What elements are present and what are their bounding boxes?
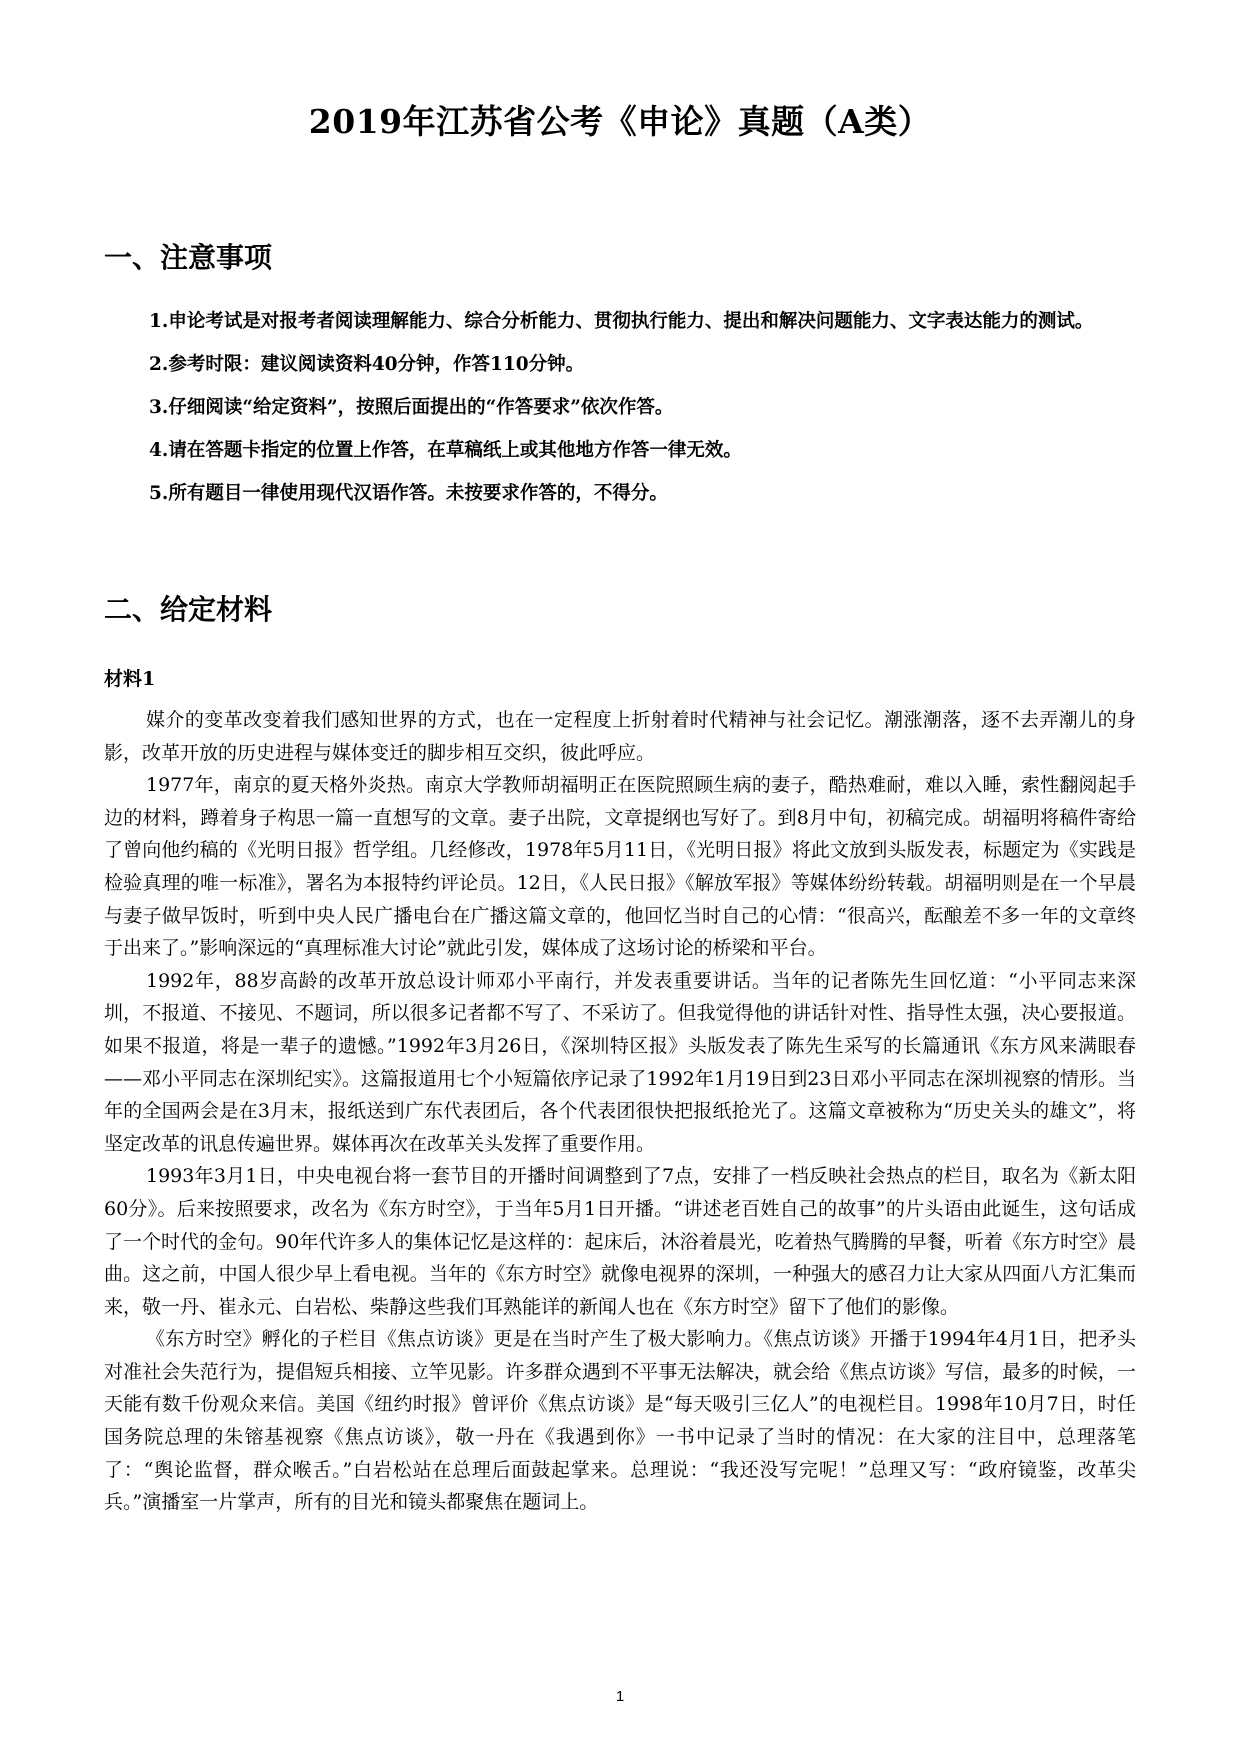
- page-number: 1: [615, 1688, 625, 1705]
- section-heading-notes: 一、注意事项: [104, 241, 273, 274]
- note-item: 1.申论考试是对报考者阅读理解能力、综合分析能力、贯彻执行能力、提出和解决问题能力、文字表达能力的测试。: [149, 311, 1094, 332]
- note-item: 3.仔细阅读“给定资料”，按照后面提出的“作答要求”依次作答。: [149, 397, 674, 418]
- notes-list: [104, 300, 1136, 515]
- section-heading-materials: 二、给定材料: [104, 593, 273, 626]
- material-paragraph: 《东方时空》孵化的子栏目《焦点访谈》更是在当时产生了极大影响力。《焦点访谈》开播于1994年4月1日，把矛头对准社会失范行为，提倡短兵相接、立竿见影。许多群众遇到不平事无法解决，就会给《焦点访谈》写信，最多的时候，一天能有数千份观众来信。美国《纽约时报》曾评价《焦点访谈》是“每天吸引三亿人”的电视栏目。1998年10月7日，时任国务院总理的朱镕基视察《焦点访谈》，敬一丹在《我遇到你》一书中记录了当时的情况：在大家的注目中，总理落笔了：“舆论监督，群众喉舌。”白岩松站在总理后面鼓起掌来。总理说：“我还没写完呢！”总理又写：“政府镜鉴，改革尖兵。”演播室一片掌声，所有的目光和镜头都聚焦在题词上。: [104, 1328, 1136, 1514]
- document-title: 2019年江苏省公考《申论》真题（A类）: [308, 102, 932, 141]
- material-body: [104, 704, 1136, 1519]
- note-item: 4.请在答题卡指定的位置上作答，在草稿纸上或其他地方作答一律无效。: [149, 440, 742, 461]
- material-paragraph: 1977年，南京的夏天格外炎热。南京大学教师胡福明正在医院照顾生病的妻子，酷热难耐，难以入睡，索性翻阅起手边的材料，蹲着身子构思一篇一直想写的文章。妻子出院，文章提纲也写好了。到8月中旬，初稿完成。胡福明将稿件寄给了曾向他约稿的《光明日报》哲学组。几经修改，1978年5月11日，《光明日报》将此文放到头版发表，标题定为《实践是检验真理的唯一标准》，署名为本报特约评论员。12日，《人民日报》《解放军报》等媒体纷纷转载。胡福明则是在一个早晨与妻子做早饭时，听到中央人民广播电台在广播这篇文章的，他回忆当时自己的心情：“很高兴，酝酿差不多一年的文章终于出来了。”影响深远的“真理标准大讨论”就此引发，媒体成了这场讨论的桥梁和平台。: [104, 774, 1136, 960]
- material-label: 材料1: [104, 668, 156, 690]
- note-item: 2.参考时限：建议阅读资料40分钟，作答110分钟。: [149, 354, 585, 375]
- material-paragraph: 1993年3月1日，中央电视台将一套节目的开播时间调整到了7点，安排了一档反映社会热点的栏目，取名为《新太阳60分》。后来按照要求，改名为《东方时空》，于当年5月1日开播。“讲述老百姓自己的故事”的片头语由此诞生，这句话成了一个时代的金句。90年代许多人的集体记忆是这样的：起床后，沐浴着晨光，吃着热气腾腾的早餐，听着《东方时空》晨曲。这之前，中国人很少早上看电视。当年的《东方时空》就像电视界的深圳，一种强大的感召力让大家从四面八方汇集而来，敬一丹、崔永元、白岩松、柴静这些我们耳熟能详的新闻人也在《东方时空》留下了他们的影像。: [104, 1165, 1136, 1318]
- note-item: 5.所有题目一律使用现代汉语作答。未按要求作答的，不得分。: [149, 483, 668, 504]
- material-paragraph: 1992年，88岁高龄的改革开放总设计师邓小平南行，并发表重要讲话。当年的记者陈先生回忆道：“小平同志来深圳，不报道、不接见、不题词，所以很多记者都不写了、不采访了。但我觉得他的讲话针对性、指导性太强，决心要报道。如果不报道，将是一辈子的遗憾。”1992年3月26日，《深圳特区报》头版发表了陈先生采写的长篇通讯《东方风来满眼春——邓小平同志在深圳纪实》。这篇报道用七个小短篇依序记录了1992年1月19日到23日邓小平同志在深圳视察的情形。当年的全国两会是在3月末，报纸送到广东代表团后，各个代表团很快把报纸抢光了。这篇文章被称为“历史关头的雄文”，将坚定改革的讯息传遍世界。媒体再次在改革关头发挥了重要作用。: [104, 969, 1136, 1155]
- material-paragraph: 媒介的变革改变着我们感知世界的方式，也在一定程度上折射着时代精神与社会记忆。潮涨潮落，逐不去弄潮儿的身影，改革开放的历史进程与媒体变迁的脚步相互交织，彼此呼应。: [104, 709, 1136, 764]
